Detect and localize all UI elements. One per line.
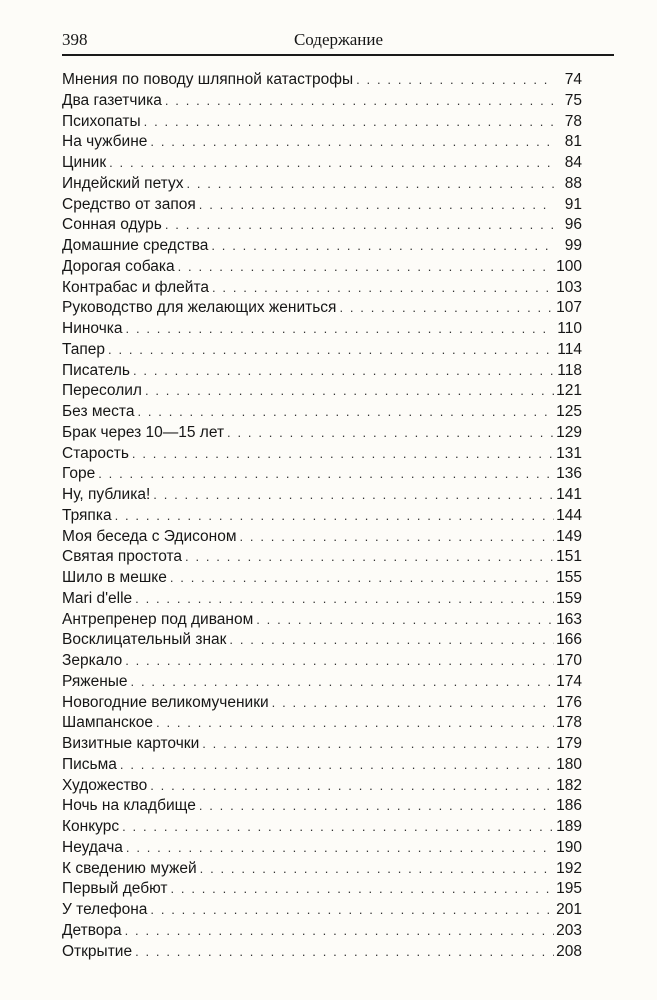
dot-leader — [272, 693, 554, 714]
dot-leader — [227, 423, 554, 444]
dot-leader — [165, 215, 554, 236]
toc-entry-title: Неудача — [62, 838, 123, 856]
dot-leader — [185, 547, 554, 568]
toc-entry — [62, 257, 582, 278]
dot-leader — [156, 713, 554, 734]
toc-entry-page-number: 151 — [556, 548, 582, 566]
toc-entry-page-number: 96 — [564, 216, 582, 234]
dot-leader — [126, 838, 554, 859]
toc-entry-page-number: 74 — [564, 71, 582, 88]
toc-entry-page-number: 176 — [556, 693, 582, 711]
toc-entry-title: Ну, публика! — [62, 486, 151, 503]
dot-leader — [137, 402, 554, 423]
dot-leader — [229, 630, 554, 651]
toc-entry-title: На чужбине — [62, 133, 148, 151]
toc-entry — [62, 527, 582, 548]
dot-leader — [170, 879, 554, 900]
toc-entry — [62, 817, 582, 838]
toc-entry-title: Домашние средства — [62, 237, 209, 254]
toc-entry — [62, 568, 582, 589]
toc-entry-title: Открытие — [62, 942, 133, 960]
toc-entry — [62, 423, 582, 444]
toc-entry — [62, 361, 582, 382]
toc-entry — [62, 340, 582, 361]
dot-leader — [125, 651, 554, 672]
toc-entry — [62, 506, 582, 527]
toc-entry-title: Святая простота — [62, 548, 183, 566]
toc-entry-title: Пересолил — [62, 382, 142, 400]
toc-entry-page-number: 75 — [564, 91, 582, 109]
toc-entry — [62, 91, 582, 112]
toc-entry — [62, 589, 582, 610]
toc-entry-page-number: 141 — [556, 486, 582, 503]
page-header — [62, 30, 615, 56]
toc-entry — [62, 70, 582, 91]
toc-entry-title: Горе — [62, 465, 96, 483]
table-of-contents — [62, 70, 582, 962]
dot-leader — [240, 527, 555, 548]
toc-entry-title: Письма — [62, 755, 117, 773]
toc-entry-page-number: 192 — [556, 859, 582, 877]
toc-entry — [62, 672, 582, 693]
dot-leader — [199, 796, 554, 817]
toc-entry — [62, 734, 582, 755]
toc-entry-page-number: 118 — [557, 361, 582, 379]
toc-entry-page-number: 99 — [564, 237, 582, 254]
toc-entry-page-number: 163 — [556, 610, 582, 628]
toc-entry-page-number: 203 — [556, 921, 582, 939]
dot-leader — [109, 153, 554, 174]
toc-entry-page-number: 136 — [556, 465, 582, 483]
toc-entry — [62, 900, 582, 921]
toc-entry — [62, 174, 582, 195]
running-title: Содержание — [293, 30, 384, 49]
toc-entry-title: Средство от запоя — [62, 195, 196, 213]
toc-entry-title: Старость — [62, 444, 129, 462]
toc-entry — [62, 651, 582, 672]
toc-entry — [62, 298, 582, 319]
dot-leader — [135, 942, 554, 963]
toc-entry-page-number: 170 — [556, 652, 582, 669]
toc-entry — [62, 485, 582, 506]
toc-entry — [62, 859, 582, 880]
toc-entry-page-number: 78 — [564, 112, 582, 130]
toc-entry-title: Психопаты — [62, 112, 141, 130]
dot-leader — [178, 257, 554, 278]
toc-entry — [62, 796, 582, 817]
toc-entry-page-number: 182 — [556, 776, 582, 794]
dot-leader — [132, 444, 554, 465]
toc-entry-page-number: 208 — [556, 942, 582, 960]
dot-leader — [150, 132, 554, 153]
dot-leader — [202, 734, 554, 755]
dot-leader — [122, 817, 554, 838]
toc-entry — [62, 693, 582, 714]
dot-leader — [212, 278, 554, 299]
toc-entry-page-number: 129 — [556, 423, 582, 441]
toc-entry-title: Без места — [62, 403, 135, 420]
toc-entry-title: У телефона — [62, 901, 148, 918]
toc-entry-title: Шампанское — [62, 714, 154, 732]
toc-entry — [62, 464, 582, 485]
toc-entry-title: Циник — [62, 154, 107, 171]
dot-leader — [135, 589, 554, 610]
toc-entry-title: Конкурс — [62, 818, 120, 835]
toc-entry — [62, 215, 582, 236]
toc-entry-page-number: 190 — [556, 838, 582, 856]
toc-entry-page-number: 186 — [556, 797, 582, 815]
toc-entry-page-number: 159 — [556, 589, 582, 607]
toc-entry-title: Тапер — [62, 340, 106, 358]
toc-entry-title: Ряженые — [62, 672, 128, 690]
dot-leader — [98, 464, 554, 485]
toc-entry — [62, 838, 582, 859]
toc-entry — [62, 402, 582, 423]
toc-entry-page-number: 107 — [556, 299, 582, 317]
toc-entry — [62, 132, 582, 153]
toc-entry-page-number: 155 — [556, 569, 582, 586]
toc-entry-title: Ниночка — [62, 320, 123, 337]
toc-entry-title: Mari d'elle — [62, 589, 133, 607]
toc-entry-page-number: 81 — [564, 133, 582, 151]
toc-entry-page-number: 84 — [564, 154, 582, 171]
toc-entry — [62, 630, 582, 651]
toc-entry — [62, 879, 582, 900]
toc-entry — [62, 278, 582, 299]
toc-entry-page-number: 174 — [556, 672, 582, 690]
toc-entry — [62, 381, 582, 402]
toc-entry — [62, 776, 582, 797]
toc-entry-page-number: 110 — [557, 320, 582, 337]
dot-leader — [108, 340, 554, 361]
toc-entry-page-number: 149 — [556, 527, 582, 545]
toc-entry-title: Зеркало — [62, 652, 123, 669]
toc-entry-page-number: 144 — [556, 506, 582, 524]
toc-entry-title: Дорогая собака — [62, 257, 175, 275]
toc-entry-title: Ночь на кладбище — [62, 797, 196, 815]
dot-leader — [199, 195, 554, 216]
dot-leader — [120, 755, 554, 776]
toc-entry-title: Первый дебют — [62, 880, 168, 898]
toc-entry-page-number: 91 — [564, 195, 582, 213]
toc-entry — [62, 547, 582, 568]
toc-entry-page-number: 125 — [556, 403, 582, 420]
toc-entry-title: К сведению мужей — [62, 859, 197, 877]
toc-entry-title: Детвора — [62, 921, 122, 939]
toc-entry-title: Два газетчика — [62, 91, 162, 109]
toc-entry-page-number: 178 — [556, 714, 582, 732]
dot-leader — [125, 921, 554, 942]
toc-entry-page-number: 88 — [564, 174, 582, 192]
dot-leader — [339, 298, 554, 319]
dot-leader — [170, 568, 554, 589]
dot-leader — [186, 174, 554, 195]
toc-entry-title: Восклицательный знак — [62, 631, 227, 649]
toc-entry-title: Новогодние великомученики — [62, 693, 269, 711]
toc-entry-title: Руководство для желающих жениться — [62, 299, 337, 317]
toc-entry-page-number: 103 — [556, 278, 582, 296]
toc-entry — [62, 444, 582, 465]
dot-leader — [211, 236, 554, 257]
toc-entry-page-number: 100 — [556, 257, 582, 275]
toc-entry-page-number: 201 — [556, 901, 582, 918]
toc-entry-page-number: 180 — [556, 755, 582, 773]
dot-leader — [153, 485, 554, 506]
toc-entry-page-number: 131 — [556, 444, 582, 462]
toc-entry — [62, 195, 582, 216]
toc-entry-title: Моя беседа с Эдисоном — [62, 527, 237, 545]
toc-entry-title: Брак через 10—15 лет — [62, 423, 225, 441]
toc-entry — [62, 236, 582, 257]
toc-entry — [62, 319, 582, 340]
dot-leader — [165, 91, 554, 112]
toc-entry — [62, 610, 582, 631]
toc-entry — [62, 942, 582, 963]
dot-leader — [150, 776, 554, 797]
toc-entry-page-number: 166 — [556, 631, 582, 649]
page-number: 398 — [62, 30, 88, 49]
dot-leader — [144, 112, 554, 133]
toc-entry-page-number: 189 — [556, 818, 582, 835]
toc-entry-title: Мнения по поводу шляпной катастрофы — [62, 71, 354, 88]
header-rule — [62, 54, 614, 56]
dot-leader — [256, 610, 554, 631]
toc-entry — [62, 921, 582, 942]
dot-leader — [145, 381, 554, 402]
dot-leader — [131, 672, 554, 693]
toc-entry-title: Писатель — [62, 361, 130, 379]
toc-entry — [62, 153, 582, 174]
toc-entry-title: Шило в мешке — [62, 569, 167, 586]
toc-entry — [62, 713, 582, 734]
toc-entry-title: Антрепренер под диваном — [62, 610, 254, 628]
toc-entry — [62, 112, 582, 133]
toc-entry-page-number: 121 — [556, 382, 582, 400]
dot-leader — [150, 900, 554, 921]
dot-leader — [115, 506, 554, 527]
toc-entry-page-number: 179 — [556, 735, 582, 752]
toc-entry-title: Контрабас и флейта — [62, 278, 209, 296]
toc-entry-title: Сонная одурь — [62, 216, 162, 234]
toc-entry-title: Индейский петух — [62, 174, 184, 192]
toc-entry-page-number: 114 — [557, 340, 582, 358]
toc-entry-title: Тряпка — [62, 506, 112, 524]
toc-entry-title: Визитные карточки — [62, 735, 200, 752]
dot-leader — [133, 361, 554, 382]
dot-leader — [356, 70, 554, 91]
toc-entry-page-number: 195 — [556, 880, 582, 898]
toc-entry — [62, 755, 582, 776]
toc-entry-title: Художество — [62, 776, 148, 794]
dot-leader — [200, 859, 554, 880]
dot-leader — [126, 319, 554, 340]
